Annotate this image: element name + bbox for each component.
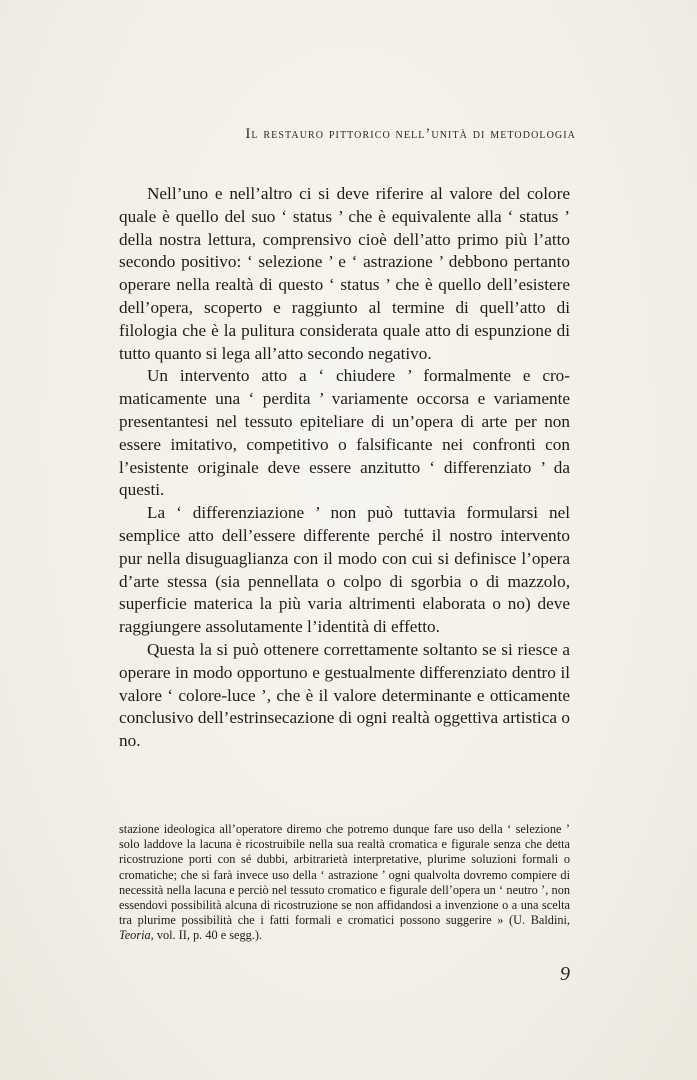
paragraph: Questa la si può ottenere correttamente soltanto se si riesce a operare in modo opportuno e gestualmente differenziato dentro il valore ‘ colore-luce ’, che è il valore determinante e otticamente conclusivo dell’estrinsecazione di ogni realtà oggettiva artistica o no.	[119, 639, 570, 751]
footnote-text: stazione ideologica all’operatore diremo che potremo dunque fare uso della ‘ selezione ’ solo laddove la lacuna è ricostruibile nella sua realtà cromatica e figurale senza che detta ricostruzione porti con sé dubbi, arbitrarietà interpretative, plurime soluzioni formali o cromatiche; che si farà invece uso della ‘ astrazione ’ ogni qualvolta dovremo compiere di necessità nella lacuna e perciò nel tessuto cromatico e figurale dell’opera un ‘ neutro ’, non essendovi possibilità alcuna di ricostruzione se non affidandosi a invenzione o a una scelta tra plurime possibilità che i fatti formali e cromatici possono suggerire » (U. Baldini,	[119, 822, 570, 928]
paragraph: Nell’uno e nell’altro ci si deve riferire al valore del colore quale è quello del suo ‘ status ’ che è equivalente alla ‘ status ’ della nostra lettura, comprensivo cioè dell’atto primo più l’atto secondo positivo: ‘ selezione ’ e ‘ astrazione ’ debbono pertanto operare nella realtà di questo ‘ status ’ che è quello dell’esistere dell’opera, scoperto e raggiunto al termine di quell’atto di filologia che è la pulitura considerata quale atto di espunzione di tutto quanto si lega all’atto secondo negativo.	[119, 184, 570, 363]
footnote-citation: vol. II, p. 40 e segg.).	[153, 928, 263, 943]
main-text	[119, 183, 570, 753]
page-number: 9	[560, 963, 570, 985]
footnote-italic-title: Teoria,	[119, 928, 154, 943]
paragraph: La ‘ differenziazione ’ non può tuttavia formularsi nel semplice atto dell’essere differente perché il nostro intervento pur nella disuguaglianza con il modo con cui si definisce l’opera d’arte stessa (sia pennellata o colpo di sgorbia o di mazzolo, superficie materica la più varia altrimenti elaborata o no) deve raggiungere assolutamente l’identità di effetto.	[119, 503, 570, 637]
paragraph: Un intervento atto a ‘ chiudere ’ formalmente e cromaticamente una ‘ perdita ’ variamente occorsa e variamente presentantesi nel tessuto epiteliare di un’opera di arte per non essere imitativo, competitivo o falsificante nei confronti con l’esistente originale deve essere anzitutto ‘ differenziato ’ da questi.	[119, 366, 570, 500]
running-head: Il restauro pittorico nell’unità di metodologia	[245, 126, 576, 142]
footnote	[119, 822, 570, 944]
